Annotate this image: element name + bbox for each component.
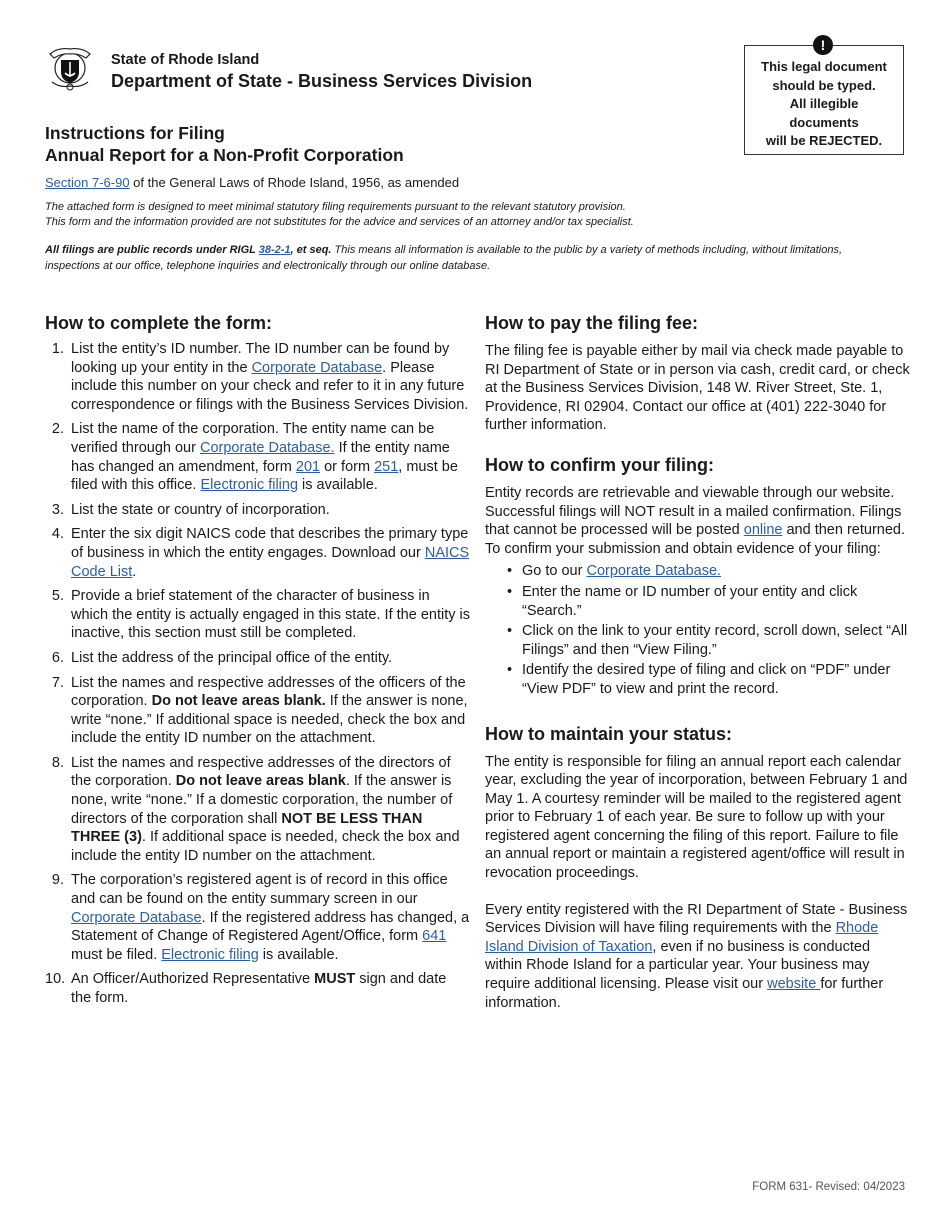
confirm-step-text: Go to our [522,563,587,580]
title-line: Instructions for Filing [45,123,225,143]
confirm-text-part: and then returned. To confirm your submission and obtain evidence of your filing: [485,522,905,557]
step-text: . If additional space is needed, check the box and include the entity ID number on the attachment. [71,829,460,864]
confirm-heading: How to confirm your filing: [485,454,714,475]
step-number: 7. [51,674,64,691]
statute-text: of the General Laws of Rhode Island, 1956, as amended [129,175,460,190]
statute-link[interactable]: Section 7-6-90 [45,175,130,190]
corporate-database-link[interactable]: Corporate Database. [586,563,722,580]
warning-line: will be REJECTED. [765,133,883,148]
complete-section [45,312,470,1014]
step-text: . If the registered address has changed, a Statement of Change of Registered Agent/Office, form [71,909,470,945]
public-records-bold: , et seq. [290,244,332,256]
step-text: , must be filed with this office. [71,458,458,494]
step-item [45,501,470,520]
disclaimer-line: This form and the information provided are not substitutes for the advice and services of an attorney and/or tax specialist. [45,216,634,228]
step-number: 5. [51,588,64,605]
form-641-link[interactable]: 641 [422,928,447,945]
confirm-step: • Go to our Corporate Database. [507,563,722,580]
step-item [45,340,470,414]
form-251-link[interactable]: 251 [374,458,399,475]
step-text: Enter the six digit NAICS code that describes the primary type of business in which the entity engages. Download our [71,526,469,561]
step-text: List the names and respective addresses of the directors of the corporation. [71,754,451,790]
step-text: . [132,563,137,580]
step-text: The corporation’s registered agent is of record in this office and can be found on the entity summary screen in our [71,872,448,908]
step-text: Provide a brief statement of the character of business in which the entity is actually engaged in this state. If the entity is inactive, this section must still be completed. [71,588,470,642]
step-item [45,420,470,494]
naics-code-list-link[interactable]: NAICS Code List [71,544,470,580]
confirm-steps [485,562,910,698]
state-name: State of Rhode Island [111,52,260,68]
step-item [45,674,470,748]
step-number: 6. [51,649,64,666]
step-text: . Please include this number on your check and refer to it in any future correspondence or filings with the Business Services Division. [71,359,469,413]
pay-heading: How to pay the filing fee: [485,313,699,333]
step-text: If the entity name has changed an amendment, form [71,439,450,475]
maintain-text-part: Every entity registered with the RI Department of State - Business Services Division will have filing requirements with the [485,901,908,937]
step-number: 2. [51,421,64,438]
confirm-step-text: Enter the name or ID number of your entity and click “Search.” [522,583,858,619]
form-revision: FORM 631- Revised: 04/2023 [752,1181,905,1193]
step-text: sign and date the form. [71,971,447,1006]
confirm-text-part: Entity records are retrievable and viewable through our website. Successful filings will NOT result in a mailed confirmation. Filings that cannot be processed will be posted [485,484,902,539]
public-records-text: This means all information is available to the public by a variety of methods including, without limitations, inspections at our office, telephone inquiries and electronically through our online database. [45,244,843,272]
confirm-step: • Click on the link to your entity record, scroll down, select “All Filings” and then “View Filing.” [507,623,908,658]
pay-text: The filing fee is payable either by mail via check made payable to RI Department of State or in person via cash, credit card, or check at the Business Services Division, 148 W. River Street, Ste. 1, Providence, RI 02904. Contact our office at (401) 222-3040 for further information. [485,343,910,434]
division-of-taxation-link[interactable]: Rhode Island Division of Taxation [485,920,879,955]
disclaimer [45,200,845,230]
confirm-text [485,484,910,558]
page-title [45,122,404,166]
public-records-bold: All filings are public records under RIGL [45,244,259,256]
maintain-text-part: for further information. [485,976,884,1011]
statute-reference [45,175,459,190]
step-number: 10. [45,971,66,988]
step-text: . If the answer is none, write “none.” If a domestic corporation, the number of directors of the corporation shall [71,773,453,827]
warning-line: documents [789,114,859,130]
corporate-database-link[interactable]: Corporate Database. [199,439,335,456]
confirm-step-text: Click on the link to your entity record, scroll down, select “All Filings” and then “View Filing.” [522,623,908,658]
step-text: must be filed. [71,946,162,963]
step-item [45,525,470,581]
maintain-text-2 [485,901,910,1013]
step-text: List the state or country of incorporation. [71,501,330,518]
step-text: An Officer/Authorized Representative [71,971,315,988]
complete-heading: How to complete the form: [45,313,273,333]
step-item [45,587,470,643]
maintain-text-part: , even if no business is conducted within Rhode Island for a particular year. Your business may require additional licensing. Please visit our [485,938,871,993]
step-emphasis: Do not leave areas blank. [151,693,326,710]
step-text: is available. [298,477,378,494]
warning-line: This legal document [761,59,887,74]
step-number: 8. [51,754,64,771]
step-number: 1. [51,341,64,357]
website-link[interactable]: website [767,976,821,993]
corporate-database-link[interactable]: Corporate Database [71,909,202,926]
warning-line: All illegible [789,96,859,111]
state-seal-icon [44,44,96,92]
step-text: List the name of the corporation. The entity name can be verified through our [71,421,435,456]
step-emphasis: Do not leave areas blank [175,773,346,790]
confirm-step: • Enter the name or ID number of your entity and click “Search.” [507,583,858,619]
disclaimer-line: The attached form is designed to meet minimal statutory filing requirements pursuant to the relevant statutory provision. [45,201,626,213]
step-emphasis: NOT BE LESS THAN THREE (3) [71,810,423,846]
step-text: is available. [258,946,339,963]
right-column [485,312,910,1012]
step-number: 4. [51,526,64,543]
form-201-link[interactable]: 201 [295,458,321,475]
maintain-heading: How to maintain your status: [485,723,733,744]
confirm-step: • Identify the desired type of filing and click on “PDF” under “View PDF” to view and print the record. [507,662,891,697]
step-text: List the names and respective addresses of the officers of the corporation. [71,674,466,710]
step-emphasis: MUST [314,971,356,988]
confirm-step-text: Identify the desired type of filing and click on “PDF” under “View PDF” to view and print the record. [522,662,891,697]
step-text: List the address of the principal office of the entity. [71,649,393,666]
department-name: Department of State - Business Services Division [111,71,533,91]
electronic-filing-link[interactable]: Electronic filing [200,477,299,494]
step-item [45,871,470,964]
step-number: 9. [51,872,64,889]
step-item [45,649,470,668]
online-link[interactable]: online [743,522,783,539]
warning-box [744,37,904,155]
rigl-link[interactable]: 38-2-1 [258,244,291,256]
step-text: List the entity’s ID number. The ID number can be found by looking up your entity in the [71,341,450,376]
step-item [45,754,470,866]
title-line: Annual Report for a Non-Profit Corporation [45,145,404,165]
corporate-database-link[interactable]: Corporate Database [251,359,383,376]
maintain-text: The entity is responsible for filing an annual report each calendar year, excluding the year of incorporation, between February 1 and May 1. A courtesy reminder will be mailed to the registered agent prior to February 1 of each year. Be sure to follow up with your registered agent concerning the filing of this report. Failure to file an annual report or maintain a registered agent/office will result in revocation proceedings. [485,753,908,882]
step-text: or form [320,458,375,475]
electronic-filing-link[interactable]: Electronic filing [161,946,259,963]
step-text: If the answer is none, write “none.” If additional space is needed, check the box and include the entity ID number on the attachment. [71,693,468,747]
step-number: 3. [51,501,64,518]
step-item [45,970,470,1007]
public-records-notice [45,243,845,274]
warning-line: should be typed. [772,77,876,93]
exclamation-icon: ! [813,35,833,55]
